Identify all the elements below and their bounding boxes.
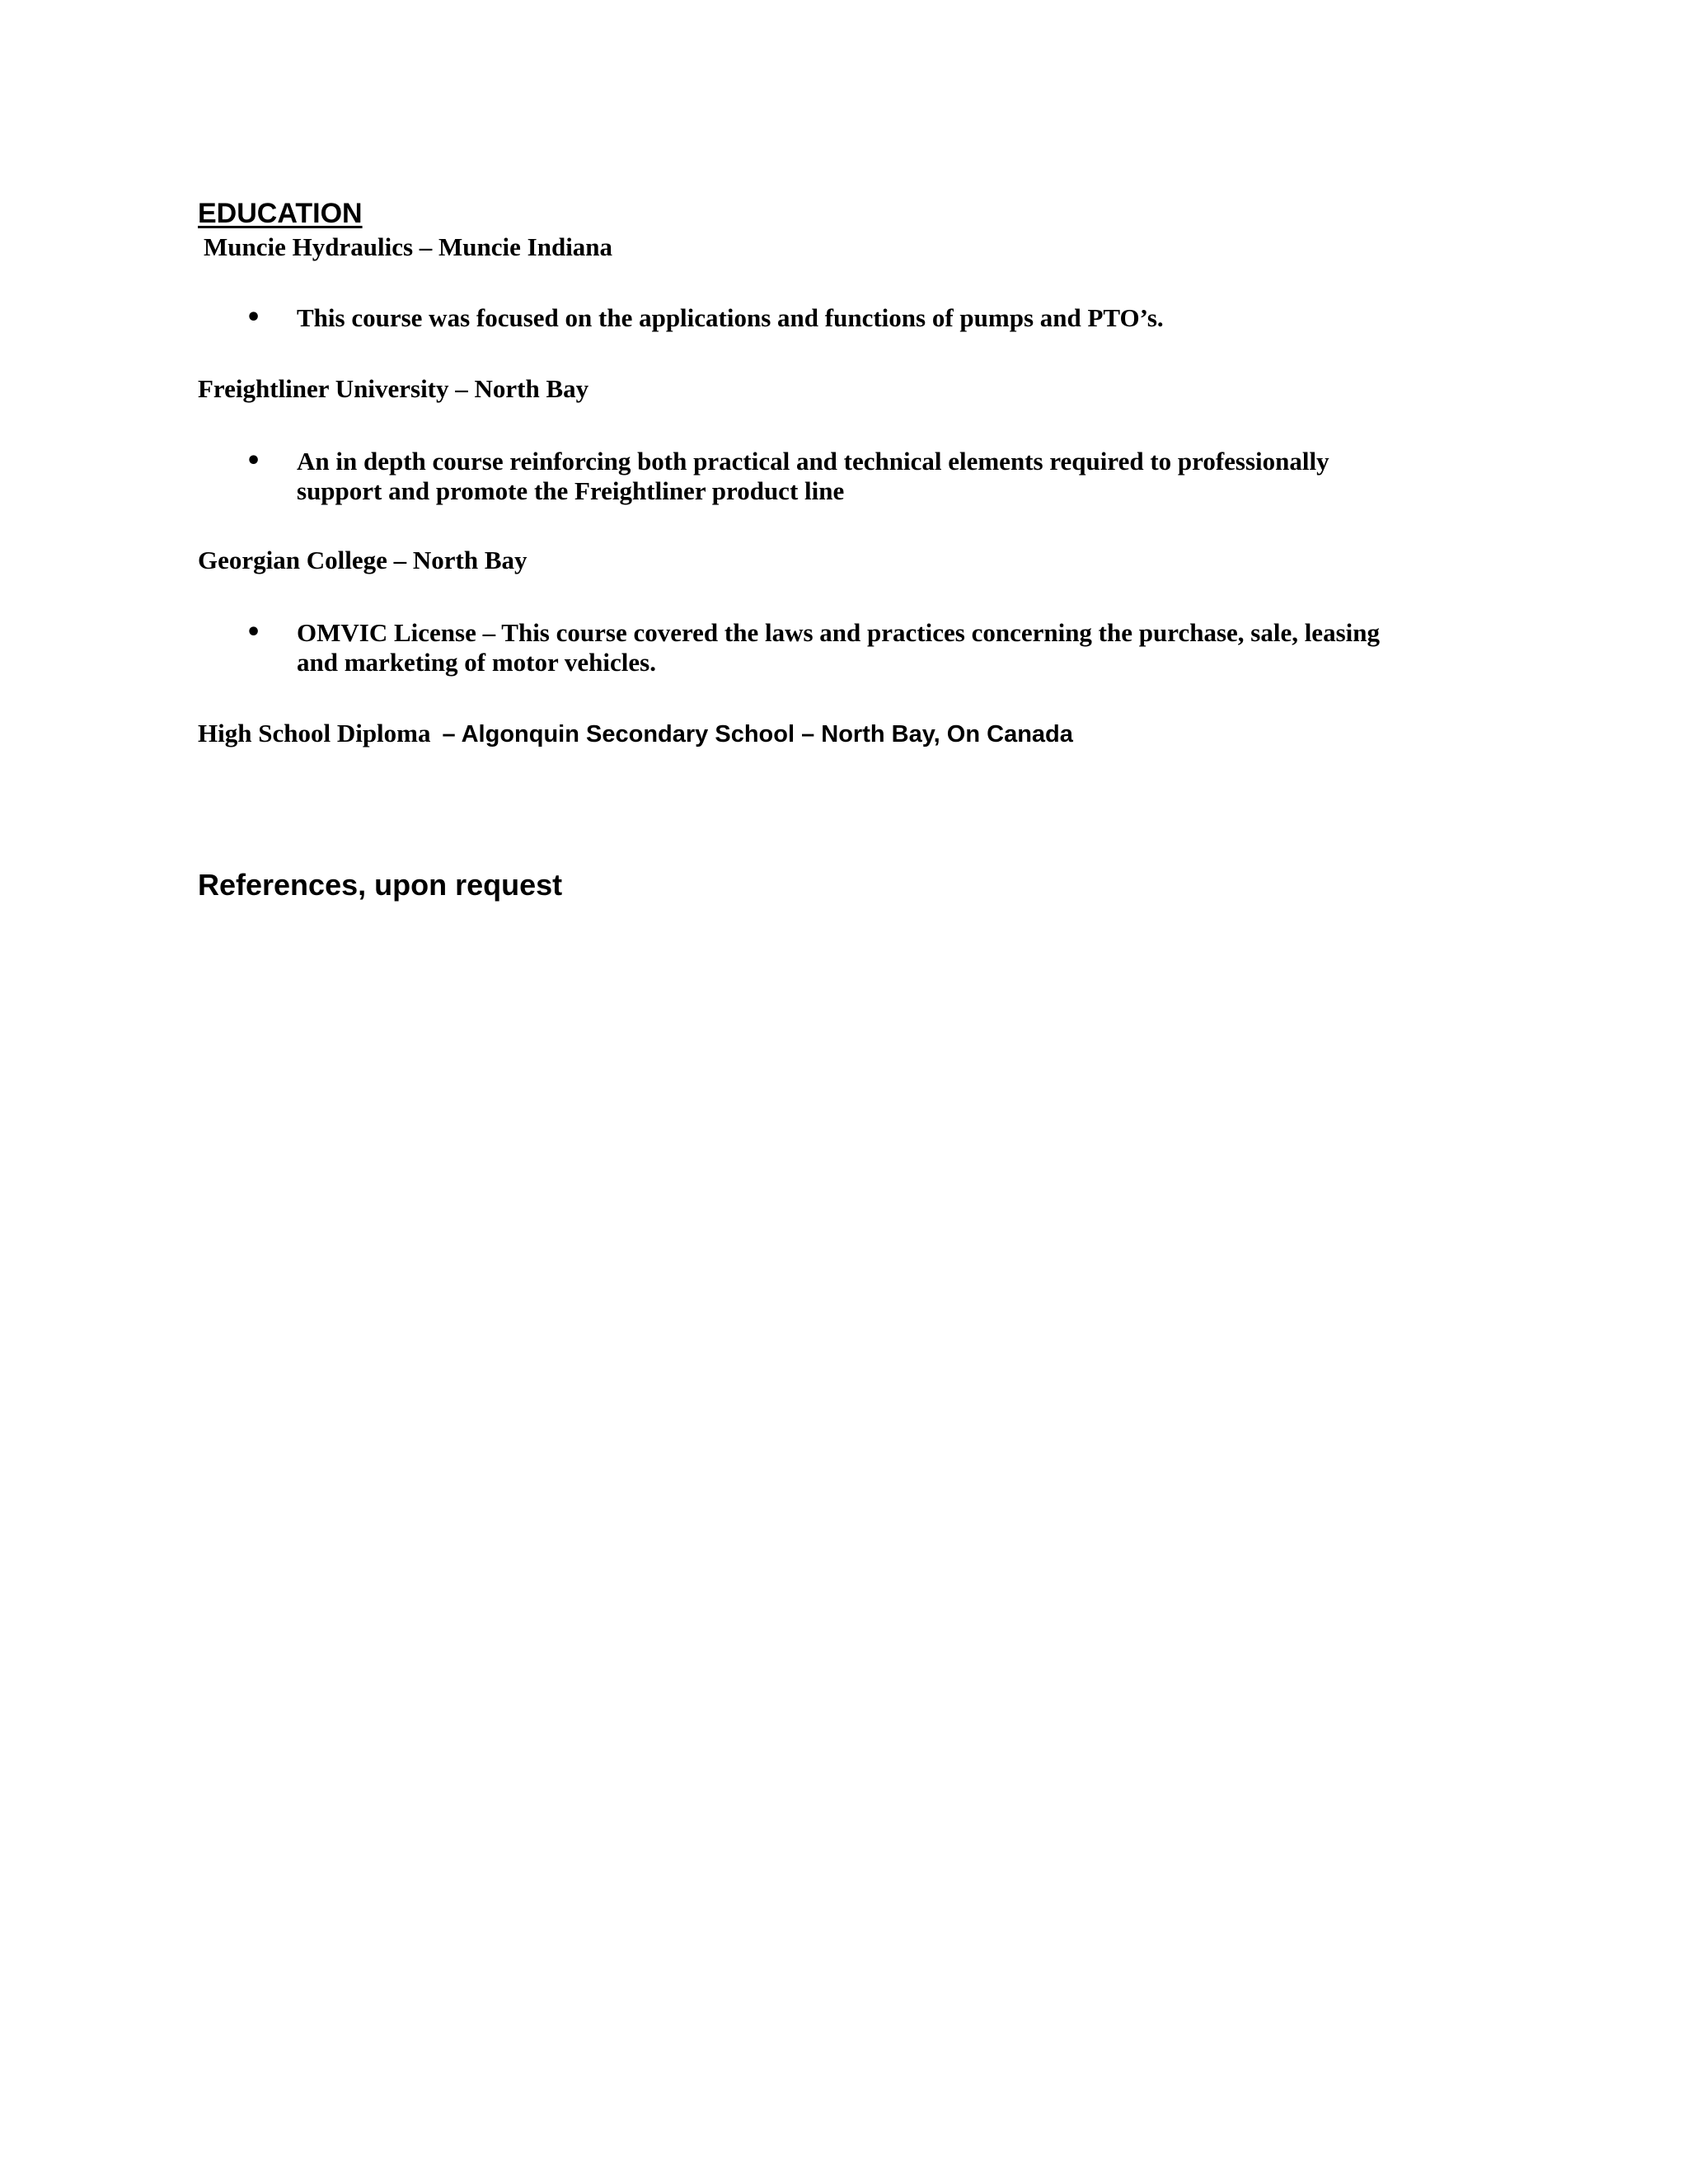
list-item	[246, 447, 1465, 509]
bullet-icon: •	[246, 618, 262, 647]
entry-bullet-freightliner-line1: An in depth course reinforcing both practical and technical elements required to professionally	[297, 447, 1329, 476]
bullet-icon: •	[246, 447, 262, 476]
entry-bullet-muncie: This course was focused on the applications and functions of pumps and PTO’s.	[297, 303, 1164, 332]
diploma-line	[198, 719, 1073, 749]
entry-bullet-georgian-line1: OMVIC License – This course covered the laws and practices concerning the purchase, sale, leasing	[297, 618, 1380, 647]
diploma-label: High School Diploma	[198, 719, 431, 748]
diploma-school: – Algonquin Secondary School – North Bay, On Canada	[442, 721, 1073, 748]
education-heading: EDUCATION	[198, 198, 363, 229]
list-item	[246, 303, 1465, 336]
bullet-icon: •	[246, 303, 262, 332]
entry-bullet-freightliner-line2: support and promote the Freightliner product line	[297, 476, 845, 505]
entry-bullet-georgian-line2: and marketing of motor vehicles.	[297, 648, 656, 677]
entry-title-georgian: Georgian College – North Bay	[198, 546, 528, 574]
entry-title-freightliner: Freightliner University – North Bay	[198, 374, 589, 403]
references-note: References, upon request	[198, 868, 563, 902]
list-item	[246, 618, 1465, 681]
entry-title-muncie: Muncie Hydraulics – Muncie Indiana	[204, 232, 613, 261]
